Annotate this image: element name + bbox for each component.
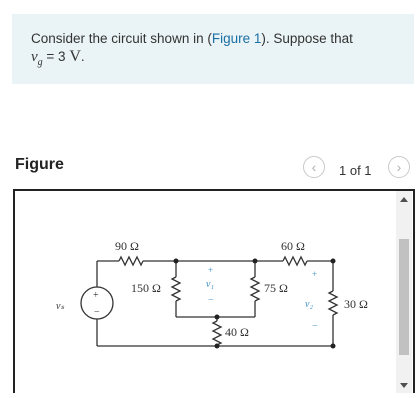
source-variable: $v_g$ bbox=[31, 49, 43, 68]
circuit-diagram bbox=[15, 191, 413, 393]
resistor-90 bbox=[119, 257, 143, 265]
problem-line-2: $v_g = 3$ V. bbox=[31, 48, 85, 68]
figure-link[interactable]: Figure 1 bbox=[211, 31, 262, 46]
scroll-down-icon[interactable] bbox=[400, 383, 408, 388]
scroll-thumb[interactable] bbox=[399, 239, 409, 355]
label-60: 60 Ω bbox=[281, 239, 305, 253]
figure-heading: Figure bbox=[15, 156, 64, 173]
figure-scrollbar[interactable] bbox=[396, 191, 412, 393]
resistor-40 bbox=[213, 321, 221, 345]
label-30: 30 Ω bbox=[344, 297, 368, 311]
problem-line-1: Consider the circuit shown in (Figure 1). Suppose that bbox=[31, 31, 353, 46]
resistor-30 bbox=[329, 291, 337, 315]
v1-plus: + bbox=[208, 265, 214, 275]
resistor-75 bbox=[251, 277, 259, 301]
label-150: 150 Ω bbox=[131, 281, 161, 295]
source-plus: + bbox=[93, 290, 99, 301]
label-v2: v₂ bbox=[305, 299, 313, 310]
label-40: 40 Ω bbox=[225, 325, 249, 339]
unit-volts: V bbox=[69, 48, 81, 65]
page-indicator: 1 of 1 bbox=[339, 163, 372, 178]
source-minus: − bbox=[94, 307, 100, 318]
problem-statement bbox=[12, 14, 414, 84]
resistor-150 bbox=[172, 277, 180, 301]
label-v1: v₁ bbox=[206, 279, 214, 290]
label-75: 75 Ω bbox=[264, 281, 288, 295]
v1-minus: − bbox=[208, 295, 214, 306]
next-figure-button[interactable] bbox=[388, 154, 410, 180]
scroll-up-icon[interactable] bbox=[400, 197, 408, 202]
v2-plus: + bbox=[312, 269, 318, 279]
prev-figure-button[interactable] bbox=[303, 154, 325, 180]
chevron-right-icon[interactable]: › bbox=[388, 156, 410, 178]
resistor-60 bbox=[283, 257, 307, 265]
label-vg: vₛ bbox=[56, 301, 65, 312]
v2-minus: − bbox=[312, 321, 318, 332]
chevron-left-icon[interactable]: ‹ bbox=[303, 156, 325, 178]
label-90: 90 Ω bbox=[115, 239, 139, 253]
figure-frame bbox=[13, 189, 415, 393]
